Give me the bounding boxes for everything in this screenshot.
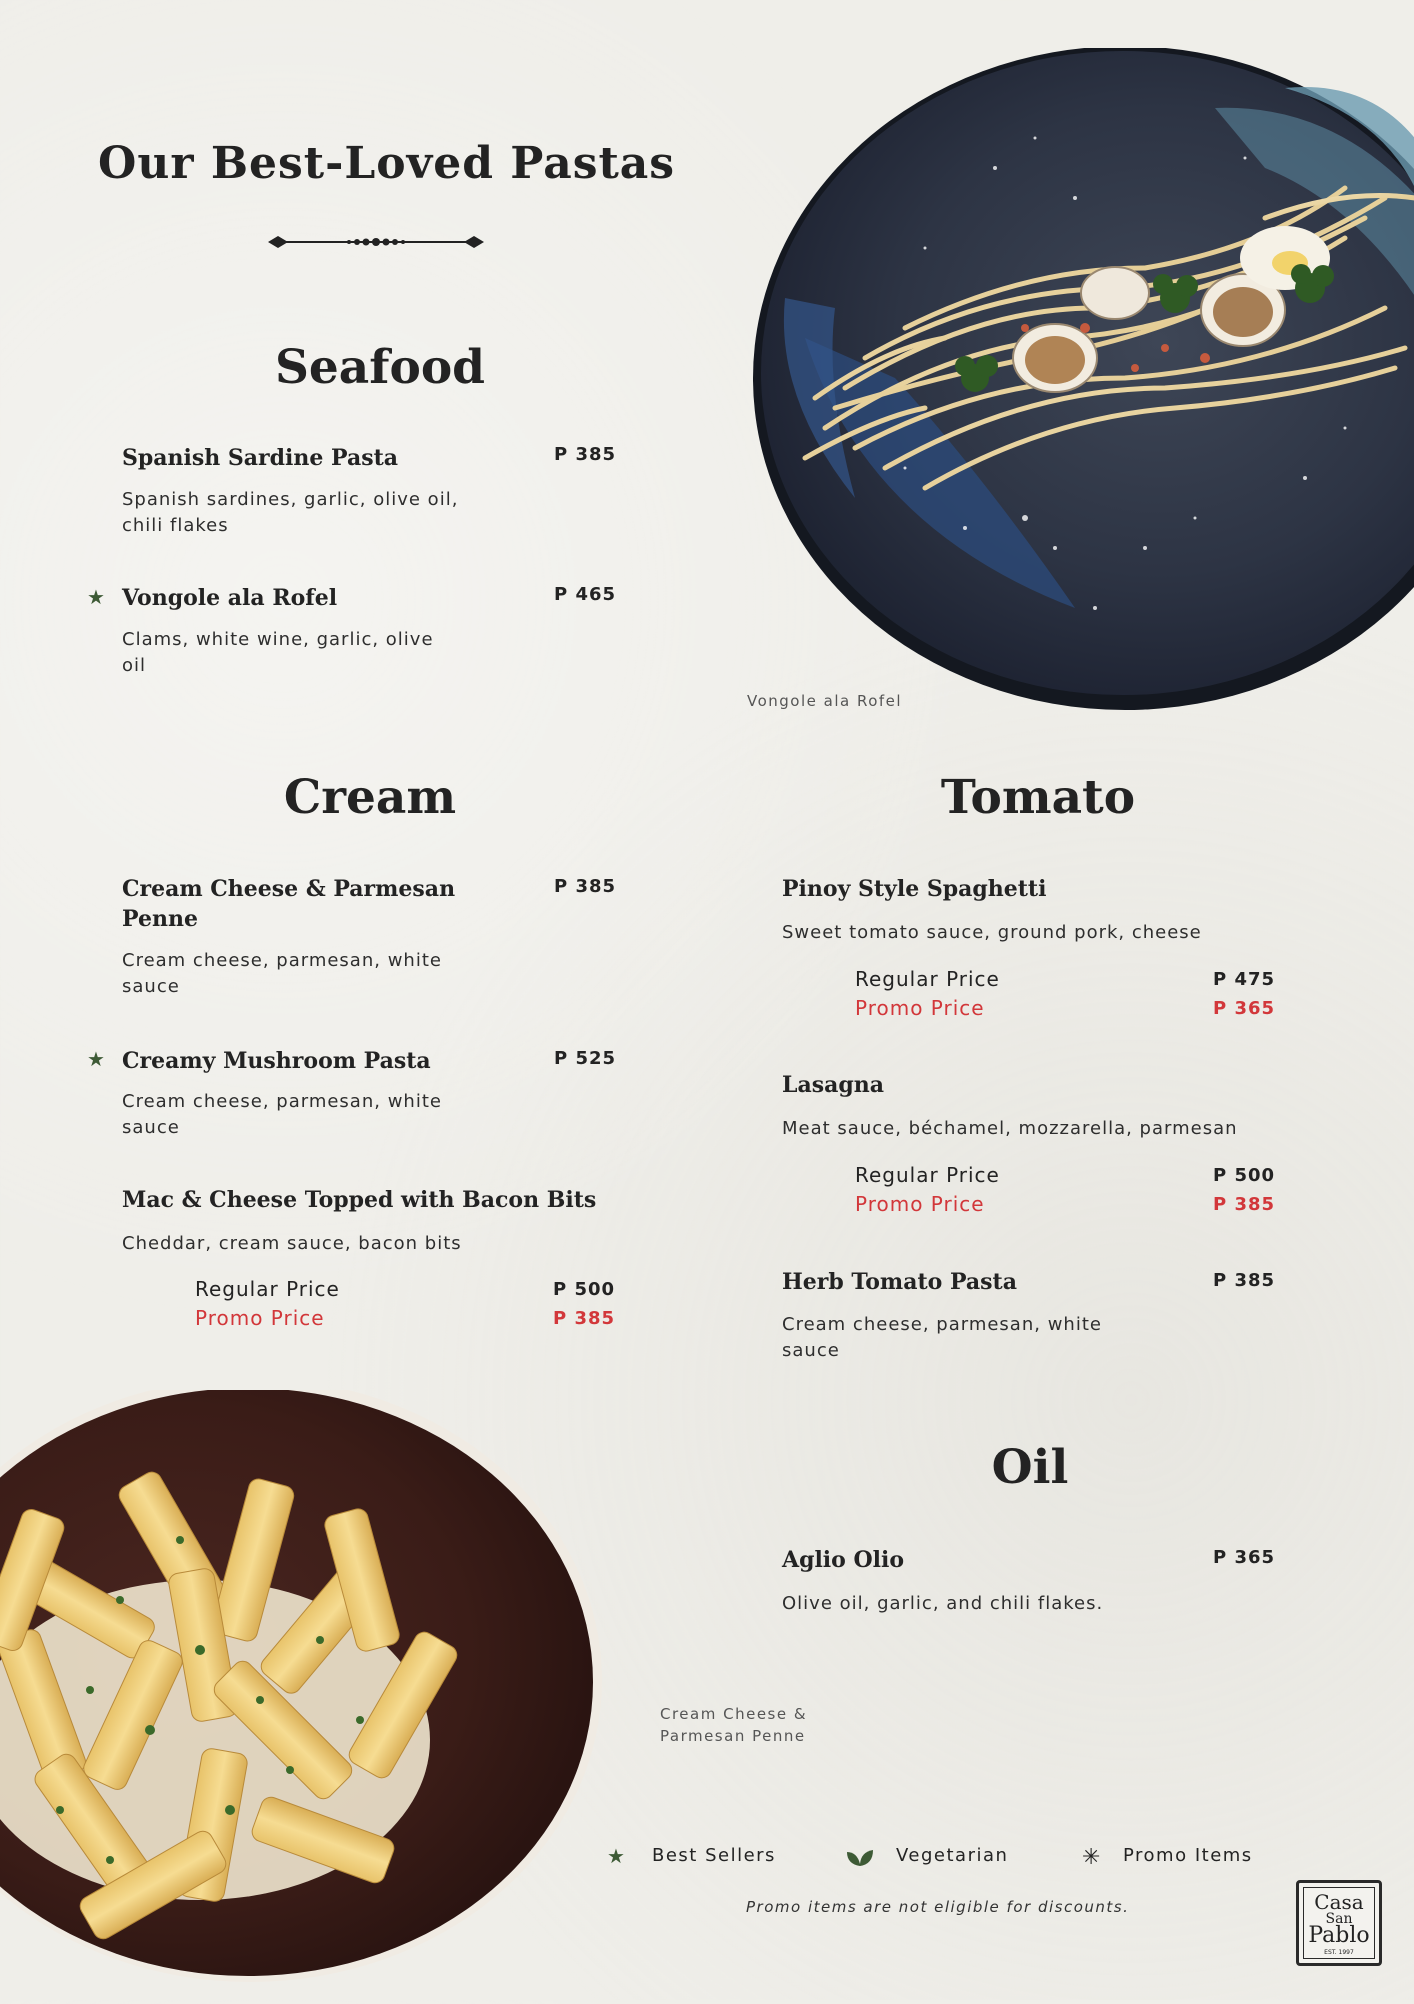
legend-vegetarian: Vegetarian bbox=[896, 1845, 1009, 1866]
item-description: chili flakes bbox=[122, 515, 229, 536]
item-price: P 385 bbox=[554, 876, 617, 897]
item-description: Cream cheese, parmesan, white bbox=[122, 950, 442, 971]
item-description: Clams, white wine, garlic, olive bbox=[122, 629, 434, 650]
section-title-tomato: Tomato bbox=[940, 770, 1136, 825]
item-price: P 385 bbox=[554, 444, 617, 465]
section-title-oil: Oil bbox=[991, 1440, 1069, 1495]
item-description: Olive oil, garlic, and chili flakes. bbox=[782, 1593, 1104, 1614]
legend-best-sellers: Best Sellers bbox=[652, 1845, 776, 1866]
item-name: Vongole ala Rofel bbox=[122, 585, 338, 611]
logo-text: EST. 1997 bbox=[1324, 1949, 1354, 1956]
item-description: sauce bbox=[122, 976, 180, 997]
casa-san-pablo-logo bbox=[1296, 1880, 1382, 1966]
item-description: Spanish sardines, garlic, olive oil, bbox=[122, 489, 459, 510]
item-name: Lasagna bbox=[782, 1072, 884, 1098]
item-name: Aglio Olio bbox=[782, 1547, 905, 1573]
promo-price: P 385 bbox=[1213, 1194, 1276, 1215]
item-description: sauce bbox=[122, 1117, 180, 1138]
regular-price-label: Regular Price bbox=[195, 1277, 340, 1301]
logo-text: San bbox=[1325, 1911, 1353, 1927]
item-description: oil bbox=[122, 655, 147, 676]
item-price: P 385 bbox=[1213, 1270, 1276, 1291]
regular-price: P 475 bbox=[1213, 969, 1276, 990]
promo-price-label: Promo Price bbox=[855, 996, 985, 1020]
penne-caption: Parmesan Penne bbox=[660, 1727, 806, 1745]
section-title-cream: Cream bbox=[283, 770, 457, 825]
promo-price: P 365 bbox=[1213, 998, 1276, 1019]
regular-price: P 500 bbox=[1213, 1165, 1276, 1186]
promo-asterisk-icon: ✳ bbox=[1082, 1845, 1101, 1870]
item-name: Mac & Cheese Topped with Bacon Bits bbox=[122, 1187, 597, 1213]
ornament-divider bbox=[266, 232, 486, 256]
section-title-seafood: Seafood bbox=[274, 340, 486, 395]
item-name: Pinoy Style Spaghetti bbox=[782, 876, 1047, 902]
logo-text: Pablo bbox=[1308, 1923, 1370, 1948]
penne-caption: Cream Cheese & bbox=[660, 1705, 808, 1723]
item-description: sauce bbox=[782, 1340, 840, 1361]
penne-plate-image bbox=[0, 1390, 610, 2000]
promo-price: P 385 bbox=[553, 1308, 616, 1329]
regular-price: P 500 bbox=[553, 1279, 616, 1300]
best-seller-star-icon: ★ bbox=[87, 1047, 105, 1071]
page-title: Our Best-Loved Pastas bbox=[98, 138, 676, 189]
regular-price-label: Regular Price bbox=[855, 967, 1000, 991]
item-description: Cream cheese, parmesan, white bbox=[122, 1091, 442, 1112]
item-name: Spanish Sardine Pasta bbox=[122, 445, 399, 471]
item-description: Cream cheese, parmesan, white bbox=[782, 1314, 1102, 1335]
vegetarian-leaf-icon bbox=[845, 1846, 875, 1872]
item-price: P 465 bbox=[554, 584, 617, 605]
item-price: P 525 bbox=[554, 1048, 617, 1069]
promo-footnote: Promo items are not eligible for discounts. bbox=[746, 1898, 1130, 1916]
item-name: Penne bbox=[122, 906, 198, 932]
item-name: Herb Tomato Pasta bbox=[782, 1269, 1017, 1295]
promo-price-label: Promo Price bbox=[855, 1192, 985, 1216]
legend-promo-items: Promo Items bbox=[1123, 1845, 1253, 1866]
item-description: Meat sauce, béchamel, mozzarella, parmesan bbox=[782, 1118, 1238, 1139]
best-seller-star-icon: ★ bbox=[87, 585, 105, 609]
item-name: Creamy Mushroom Pasta bbox=[122, 1048, 431, 1074]
logo-text: Casa bbox=[1314, 1890, 1364, 1914]
vongole-plate-image bbox=[745, 48, 1414, 718]
item-description: Cheddar, cream sauce, bacon bits bbox=[122, 1233, 462, 1254]
vongole-caption: Vongole ala Rofel bbox=[747, 692, 903, 710]
best-seller-star-icon: ★ bbox=[607, 1844, 625, 1868]
item-description: Sweet tomato sauce, ground pork, cheese bbox=[782, 922, 1202, 943]
item-price: P 365 bbox=[1213, 1547, 1276, 1568]
regular-price-label: Regular Price bbox=[855, 1163, 1000, 1187]
item-name: Cream Cheese & Parmesan bbox=[122, 876, 456, 902]
promo-price-label: Promo Price bbox=[195, 1306, 325, 1330]
